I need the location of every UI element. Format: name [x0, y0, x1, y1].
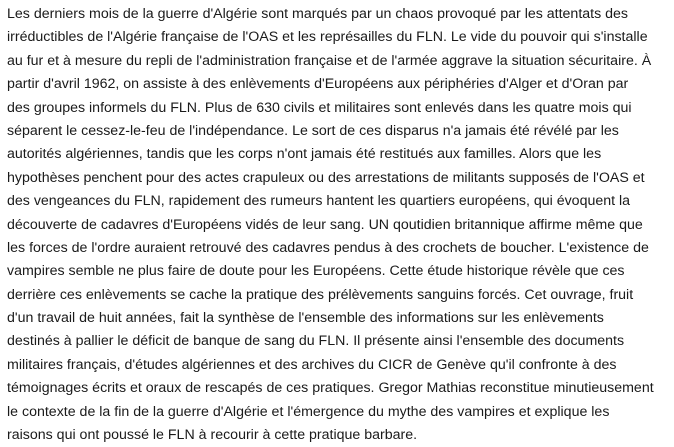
paragraph-line: irréductibles de l'Algérie française de l'OAS et les représailles du FLN. Le vide du pouvoir qui s'installe	[7, 29, 648, 46]
paragraph-line: autorités algériennes, tandis que les corps n'ont jamais été restitués aux familles. Alors que les	[7, 146, 602, 163]
paragraph-line: vampires semble ne plus faire de doute pour les Européens. Cette étude historique révèle que ces	[7, 263, 625, 280]
paragraph-line: les forces de l'ordre auraient retrouvé des cadavres pendus à des crochets de boucher. L'existence de	[7, 239, 649, 256]
paragraph-line: hypothèses penchent pour des actes crapuleux ou des arrestations de militants supposés de l'OAS et	[7, 169, 645, 186]
paragraph-line: le contexte de la fin de la guerre d'Algérie et l'émergence du mythe des vampires et explique les	[7, 403, 610, 420]
paragraph-line: derrière ces enlèvements se cache la pratique des prélèvements sanguins forcés. Cet ouvrage, fruit	[7, 286, 634, 303]
paragraph-line: témoignages écrits et oraux de rescapés de ces pratiques. Gregor Mathias reconstitue minutieusement	[7, 380, 654, 397]
paragraph-line: Les derniers mois de la guerre d'Algérie sont marqués par un chaos provoqué par les attentats des	[7, 6, 629, 22]
paragraph-line: d'un travail de huit années, fait la synthèse de l'ensemble des informations sur les enlèvements	[7, 310, 604, 327]
paragraph-line: militaires français, d'études algériennes et des archives du CICR de Genève qu'il confronte à des	[7, 356, 617, 373]
paragraph-line: des vengeances du FLN, rapidement des rumeurs hantent les quartiers européens, qui évoquent la	[7, 193, 631, 210]
paragraph-line: partir d'avril 1962, on assiste à des enlèvements d'Européens aux périphéries d'Alger et d'Oran par	[7, 76, 629, 93]
description-paragraph	[7, 3, 671, 447]
paragraph-line: destinés à pallier le déficit de banque de sang du FLN. Il présente ainsi l'ensemble des documents	[7, 333, 625, 350]
paragraph-line: raisons qui ont poussé le FLN à recourir à cette pratique barbare.	[7, 427, 418, 444]
paragraph-line: découverte de cadavres d'Européens vidés de leur sang. UN qoutidien britannique affirme même que	[7, 216, 643, 233]
paragraph-line: séparent le cessez-le-feu de l'indépendance. Le sort de ces disparus n'a jamais été révélé par les	[7, 122, 619, 139]
paragraph-line: au fur et à mesure du repli de l'administration française et de l'armée aggrave la situation sécuritaire. À	[7, 52, 652, 69]
paragraph-line: des groupes informels du FLN. Plus de 630 civils et militaires sont enlevés dans les quatre mois qui	[7, 99, 632, 116]
